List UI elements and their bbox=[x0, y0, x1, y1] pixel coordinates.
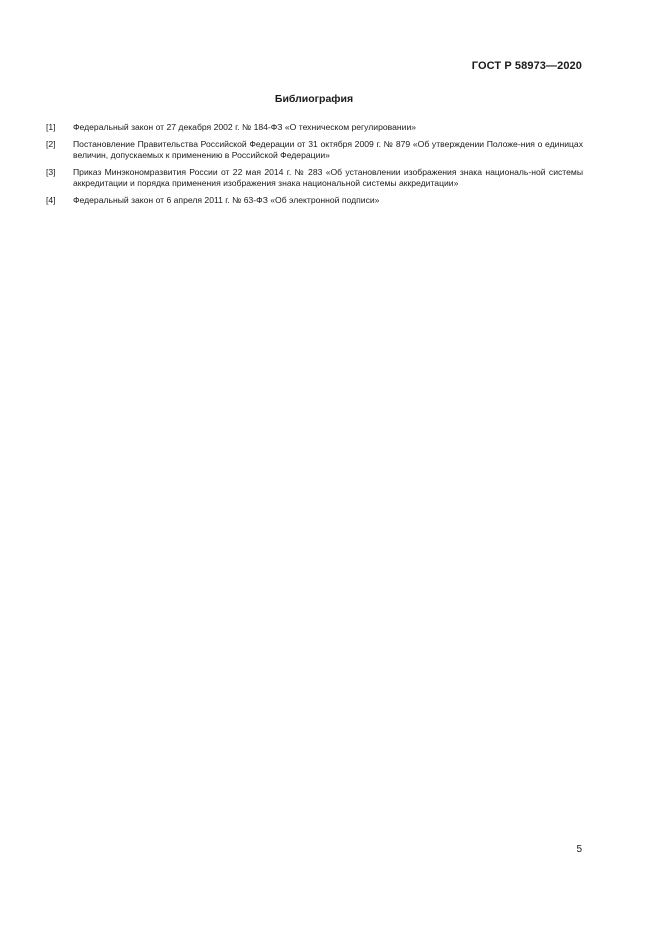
bibliography-item-number: [4] bbox=[46, 194, 56, 205]
bibliography-list bbox=[46, 122, 583, 212]
bibliography-item bbox=[46, 167, 583, 190]
bibliography-item bbox=[46, 139, 583, 162]
document-code: ГОСТ Р 58973—2020 bbox=[471, 60, 582, 72]
bibliography-item-number: [1] bbox=[46, 122, 56, 132]
bibliography-item bbox=[46, 195, 583, 207]
section-title: Библиография bbox=[274, 93, 354, 105]
bibliography-item-text: Федеральный закон от 6 апреля 2011 г. № 63-ФЗ «Об электронной подписи» bbox=[73, 194, 380, 205]
page-number: 5 bbox=[576, 844, 582, 855]
bibliography-item-text: Приказ Минэкономразвития России от 22 мая 2014 г. № 283 «Об установлении изображения знака националь-ной системы аккредитации и порядка применения изображения знака национальной системы аккредитации» bbox=[73, 166, 583, 189]
bibliography-item bbox=[46, 122, 583, 134]
bibliography-item-number: [3] bbox=[46, 166, 56, 177]
bibliography-item-text: Федеральный закон от 27 декабря 2002 г. № 184-ФЗ «О техническом регулировании» bbox=[73, 122, 417, 132]
bibliography-item-number: [2] bbox=[46, 138, 56, 149]
bibliography-item-text: Постановление Правительства Российской Федерации от 31 октября 2009 г. № 879 «Об утверждении Положе-ния о единицах величин, допускаемых к применению в Российской Федерации» bbox=[73, 138, 583, 161]
